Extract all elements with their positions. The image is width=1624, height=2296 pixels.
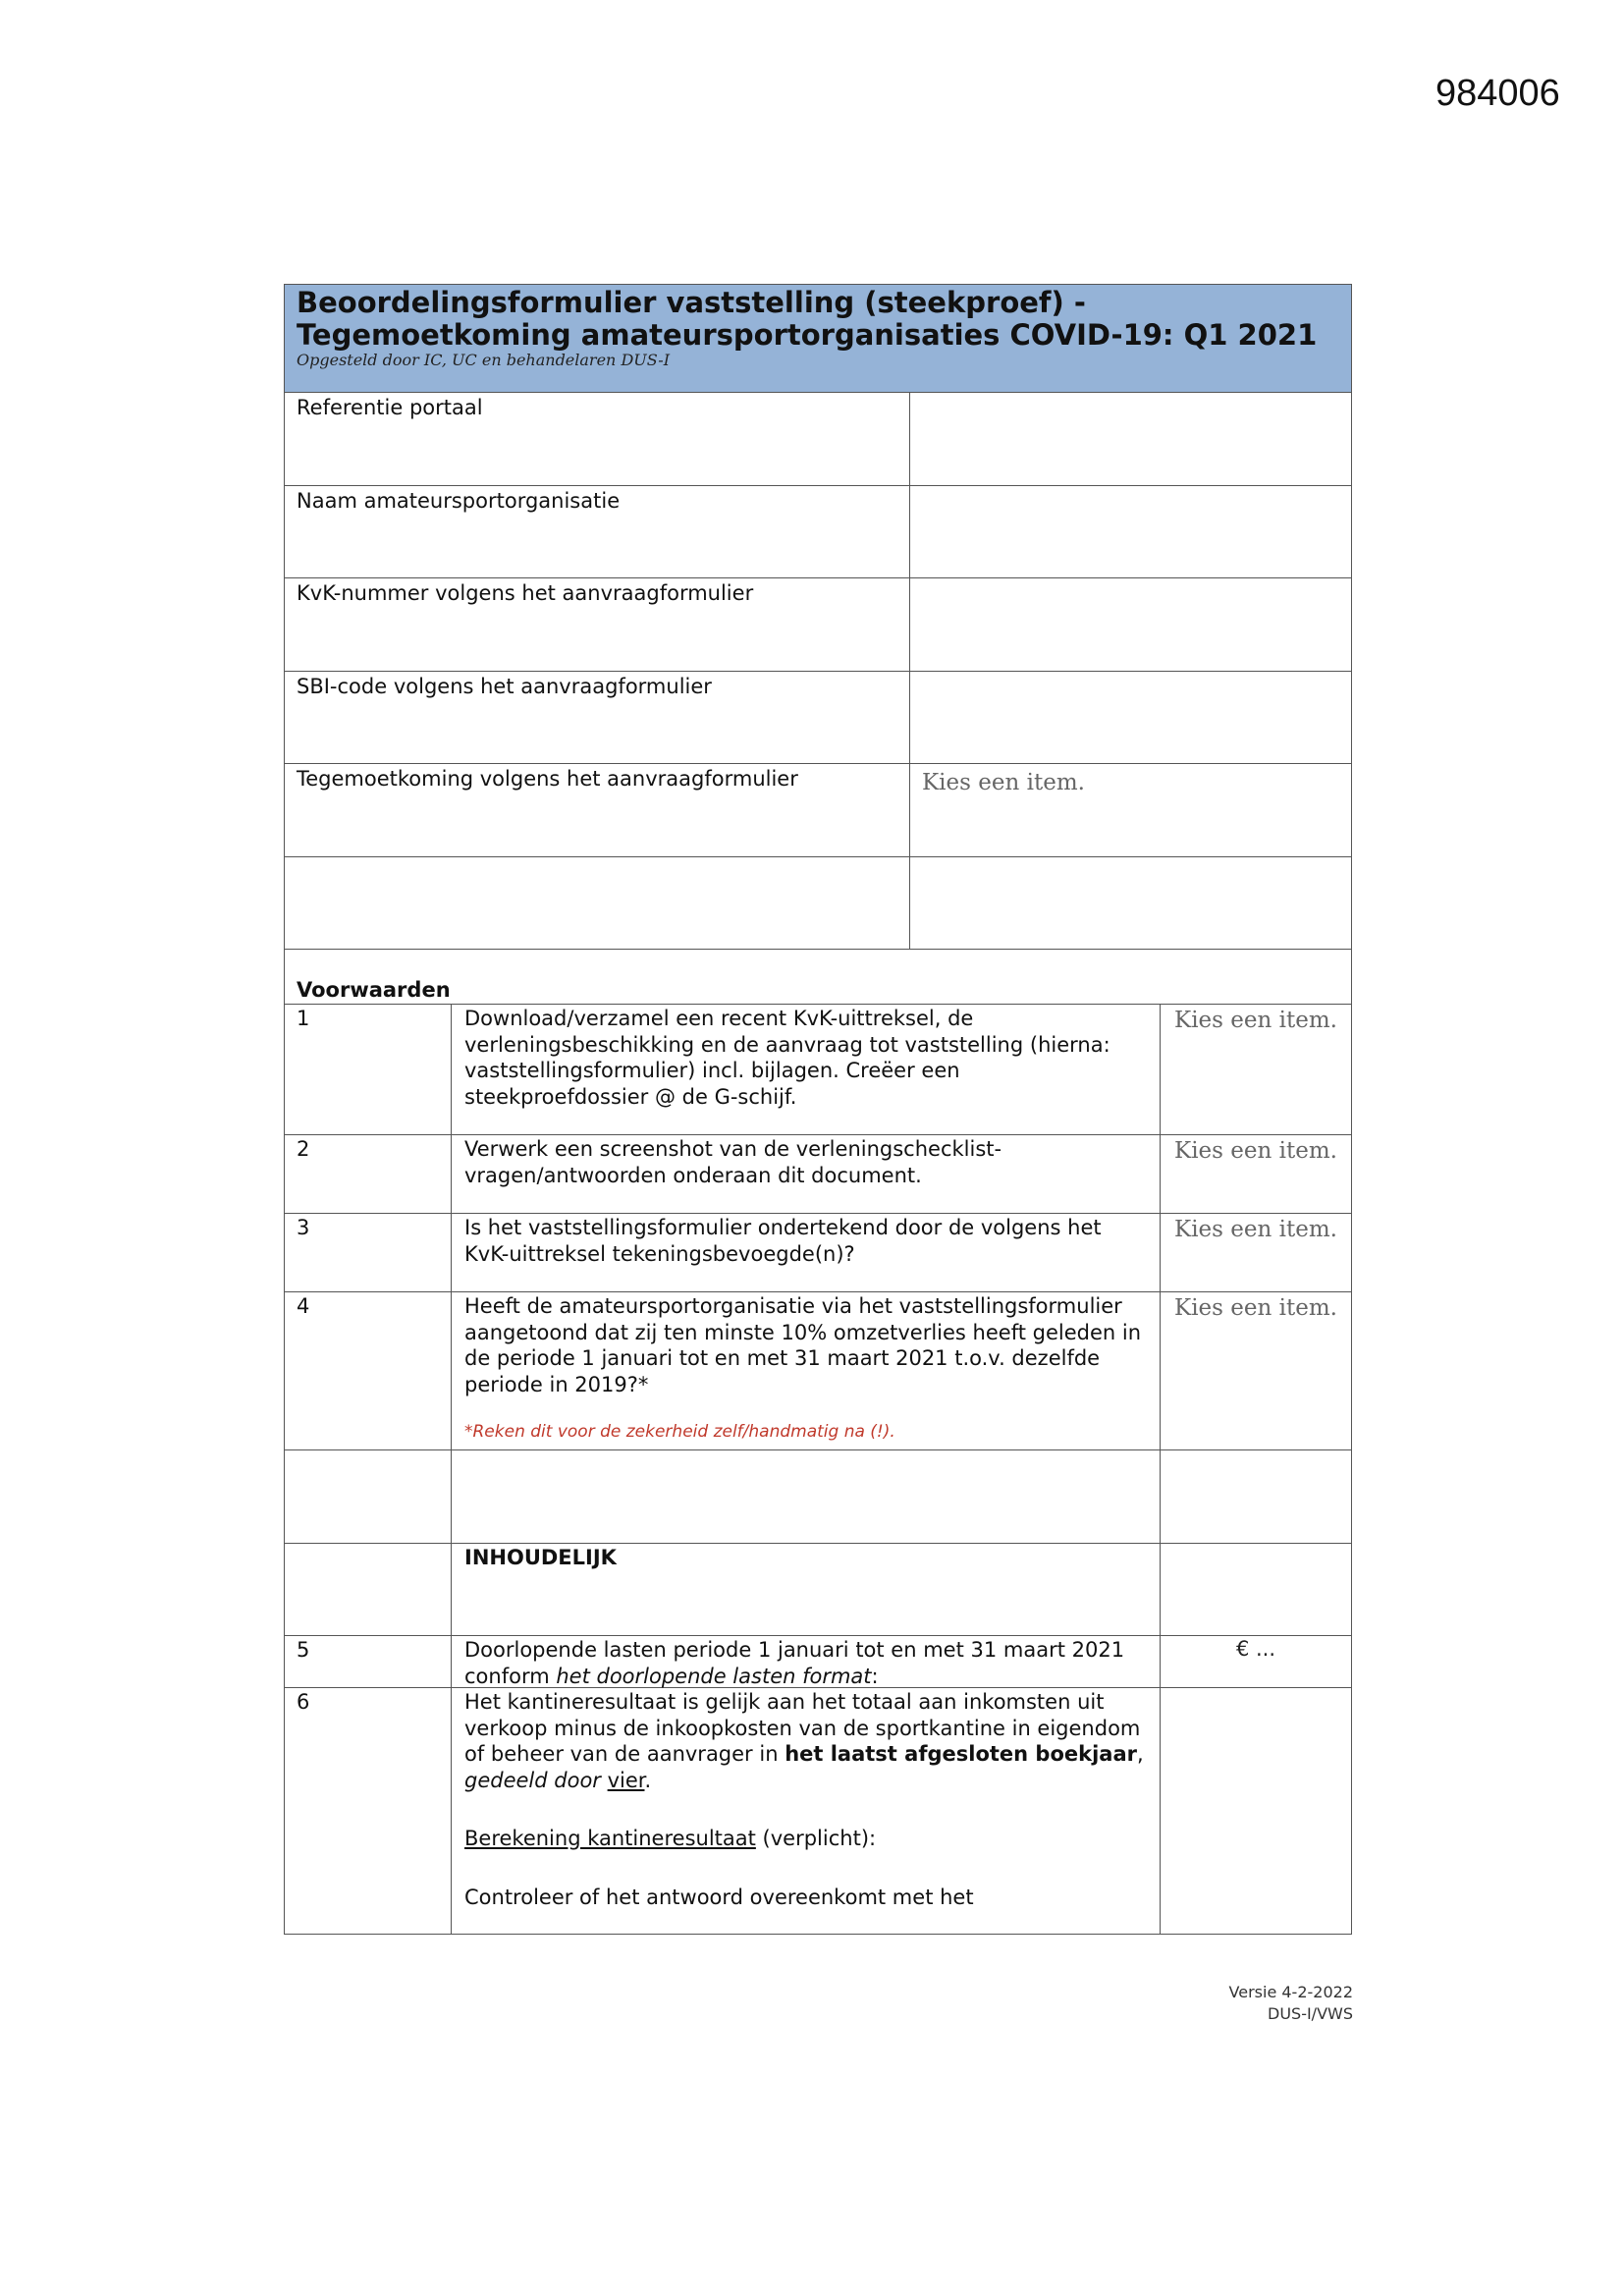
- field-input-sbi[interactable]: [910, 672, 1351, 763]
- row-text-underline: vier: [607, 1768, 645, 1792]
- amount-input[interactable]: € ...: [1235, 1637, 1276, 1661]
- row-description: [452, 1636, 1161, 1687]
- form-title-line1: Beoordelingsformulier vaststelling (steekproef) -: [297, 286, 1086, 319]
- org-label: DUS-I/VWS: [1268, 2004, 1353, 2023]
- row-text: Heeft de amateursportorganisatie via het vaststellingsformulier aangetoond dat zij ten minste 10% omzetverlies heeft geleden in de periode 1 januari tot en met 31 maart 2021 t.o.v. dezelfde periode in 2019?*: [464, 1294, 1142, 1396]
- row-text: Het kantineresultaat is gelijk aan het totaal aan inkomsten uit verkoop minus de inkoopkosten van de sportkantine in eigendom of beheer van de aanvrager in: [464, 1690, 1141, 1766]
- form-subtitle: Opgesteld door IC, UC en behandelaren DUS-I: [297, 351, 671, 369]
- row-text-italic: gedeeld door: [464, 1768, 601, 1792]
- row-description: Is het vaststellingsformulier ondertekend door de volgens het KvK-uittreksel tekeningsbevoegde(n)?: [452, 1214, 1161, 1291]
- row-text: .: [644, 1768, 652, 1792]
- voorwaarde-row: [285, 1636, 1351, 1688]
- row-text-bold: het laatst afgesloten boekjaar: [785, 1742, 1137, 1766]
- row-choice: [1161, 1688, 1351, 1934]
- field-input-kvk[interactable]: [910, 578, 1351, 671]
- row-number: 1: [285, 1005, 452, 1134]
- row-description: [452, 1292, 1161, 1449]
- version-label: Versie 4-2-2022: [1228, 1983, 1353, 2001]
- choice-dropdown-4[interactable]: Kies een item.: [1174, 1295, 1337, 1321]
- field-label: KvK-nummer volgens het aanvraagformulier: [285, 578, 910, 671]
- row-number: [285, 1450, 452, 1543]
- voorwaarden-heading: Voorwaarden: [285, 950, 1351, 1005]
- row-number: 3: [285, 1214, 452, 1291]
- field-row-referentie: [285, 393, 1351, 486]
- field-row-naam: [285, 486, 1351, 578]
- document-number: 984006: [1435, 73, 1560, 114]
- tegemoetkoming-dropdown[interactable]: Kies een item.: [922, 770, 1085, 795]
- choice-dropdown-2[interactable]: Kies een item.: [1174, 1138, 1337, 1164]
- row-text: [601, 1769, 608, 1792]
- empty-row: [285, 1450, 1351, 1544]
- inhoudelijk-row: [285, 1544, 1351, 1636]
- assessment-form: [284, 284, 1352, 1935]
- field-row-tegemoetkoming: [285, 764, 1351, 857]
- field-label: [285, 857, 910, 949]
- row-note: *Reken dit voor de zekerheid zelf/handmatig na (!).: [464, 1422, 895, 1442]
- field-row-empty: [285, 857, 1351, 950]
- field-label: Naam amateursportorganisatie: [285, 486, 910, 577]
- voorwaarde-row: [285, 1135, 1351, 1214]
- inhoudelijk-heading: INHOUDELIJK: [452, 1544, 1161, 1635]
- row-description: [452, 1688, 1161, 1934]
- row-text: :: [871, 1664, 879, 1688]
- row-choice: [1161, 1544, 1351, 1635]
- row-number: 4: [285, 1292, 452, 1449]
- row-text: Doorlopende lasten periode 1 januari tot en met 31 maart 2021 conform: [464, 1638, 1125, 1688]
- voorwaarde-row: [285, 1005, 1351, 1135]
- field-row-kvk: [285, 578, 1351, 672]
- field-label: Referentie portaal: [285, 393, 910, 485]
- row-text: (verplicht):: [755, 1827, 877, 1850]
- format-reference: het doorlopende lasten format: [556, 1664, 872, 1688]
- field-label: Tegemoetkoming volgens het aanvraagformulier: [285, 764, 910, 856]
- page-footer: [1178, 1982, 1353, 2025]
- form-header: [285, 285, 1351, 393]
- row-paragraph: [464, 1826, 1147, 1852]
- row-number: 6: [285, 1688, 452, 1934]
- choice-dropdown-3[interactable]: Kies een item.: [1174, 1217, 1337, 1242]
- row-choice: [1161, 1450, 1351, 1543]
- row-description: Download/verzamel een recent KvK-uittreksel, de verleningsbeschikking en de aanvraag tot vaststelling (hierna: vaststellingsformulier) incl. bijlagen. Creëer een steekproefdossier @ de G-schijf.: [452, 1005, 1161, 1134]
- row-number: 2: [285, 1135, 452, 1213]
- field-input-naam[interactable]: [910, 486, 1351, 577]
- row-paragraph: [464, 1689, 1147, 1793]
- form-title-line2: Tegemoetkoming amateursportorganisaties COVID-19: Q1 2021: [297, 318, 1318, 352]
- voorwaarde-row: [285, 1688, 1351, 1934]
- row-number: 5: [285, 1636, 452, 1687]
- voorwaarde-row: [285, 1292, 1351, 1450]
- row-paragraph: Controleer of het antwoord overeenkomt met het: [464, 1885, 974, 1909]
- field-input-empty[interactable]: [910, 857, 1351, 949]
- row-number: [285, 1544, 452, 1635]
- field-input-referentie[interactable]: [910, 393, 1351, 485]
- field-row-sbi: [285, 672, 1351, 764]
- choice-dropdown-1[interactable]: Kies een item.: [1174, 1008, 1337, 1033]
- row-text: ,: [1136, 1742, 1144, 1766]
- calculation-label: Berekening kantineresultaat: [464, 1827, 756, 1850]
- voorwaarde-row: [285, 1214, 1351, 1292]
- row-description: Verwerk een screenshot van de verleningschecklist-vragen/antwoorden onderaan dit document.: [452, 1135, 1161, 1213]
- field-label: SBI-code volgens het aanvraagformulier: [285, 672, 910, 763]
- row-description: [452, 1450, 1161, 1543]
